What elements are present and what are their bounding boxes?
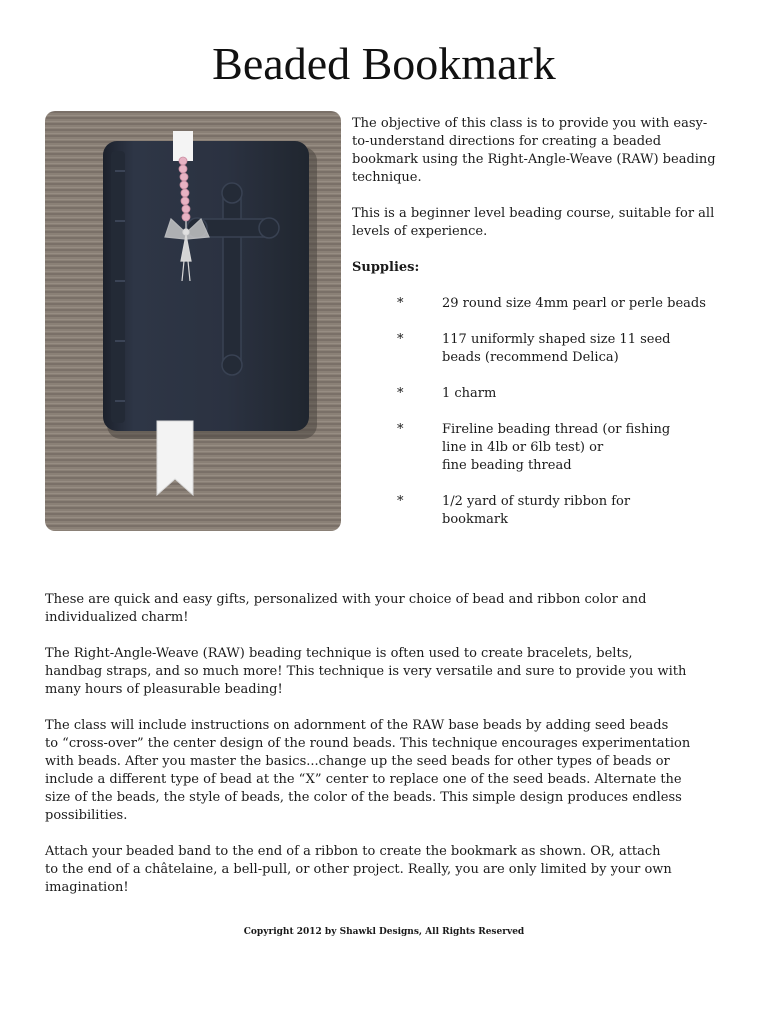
supply-text: 117 uniformly shaped size 11 seed beads (recommend Delica) <box>442 332 671 365</box>
attach-paragraph: Attach your beaded band to the end of a ribbon to create the bookmark as shown. OR, attach to the end of a châtelaine, a bell-pull, or other project. Really, you are only limited by your own imagination! <box>45 844 672 895</box>
bullet-icon: * <box>397 332 404 347</box>
supply-item <box>352 385 722 403</box>
supplies-list <box>352 295 722 529</box>
technique-paragraph: The Right-Angle-Weave (RAW) beading technique is often used to create bracelets, belts, handbag straps, and so much more! This technique is very versatile and sure to provide you with many hours of pleasurable beading! <box>45 646 687 697</box>
bookmark-photo <box>45 111 341 531</box>
copyright-notice: Copyright 2012 by Shawkl Designs, All Rights Reserved <box>243 927 525 937</box>
class-paragraph: The class will include instructions on adornment of the RAW base beads by adding seed beads to “cross-over” the center design of the round beads. This technique encourages experimentation with beads. After you master the basics...change up the seed beads for other types of beads or include a different type of bead at the “X” center to replace one of the seed beads. Alternate the size of the beads, the style of beads, the color of the beads. This simple design produces endless possibilities. <box>45 718 691 823</box>
objective-paragraph: The objective of this class is to provide you with easy-to-understand directions for creating a beaded bookmark using the Right-Angle-Weave (RAW) beading technique. <box>352 116 716 185</box>
body-section <box>45 591 725 915</box>
supply-item <box>352 421 722 475</box>
supplies-heading: Supplies: <box>352 260 420 275</box>
supply-text: 1/2 yard of sturdy ribbon for bookmark <box>442 494 631 527</box>
page-title: Beaded Bookmark <box>212 38 556 89</box>
bullet-icon: * <box>397 296 404 311</box>
supply-item <box>352 493 722 529</box>
bullet-icon: * <box>397 422 404 437</box>
supply-text: 1 charm <box>442 386 497 401</box>
bookmark-photo-illustration <box>45 111 341 531</box>
bullet-icon: * <box>397 386 404 401</box>
supply-text: 29 round size 4mm pearl or perle beads <box>442 296 706 311</box>
supply-item <box>352 295 722 313</box>
gifts-paragraph: These are quick and easy gifts, personalized with your choice of bead and ribbon color and individualized charm! <box>45 592 647 625</box>
supply-text: Fireline beading thread (or fishing line in 4lb or 6lb test) or fine beading thread <box>442 422 671 473</box>
bullet-icon: * <box>397 494 404 509</box>
level-paragraph: This is a beginner level beading course, suitable for all levels of experience. <box>352 206 715 239</box>
supply-item <box>352 331 722 367</box>
intro-section <box>352 115 722 547</box>
